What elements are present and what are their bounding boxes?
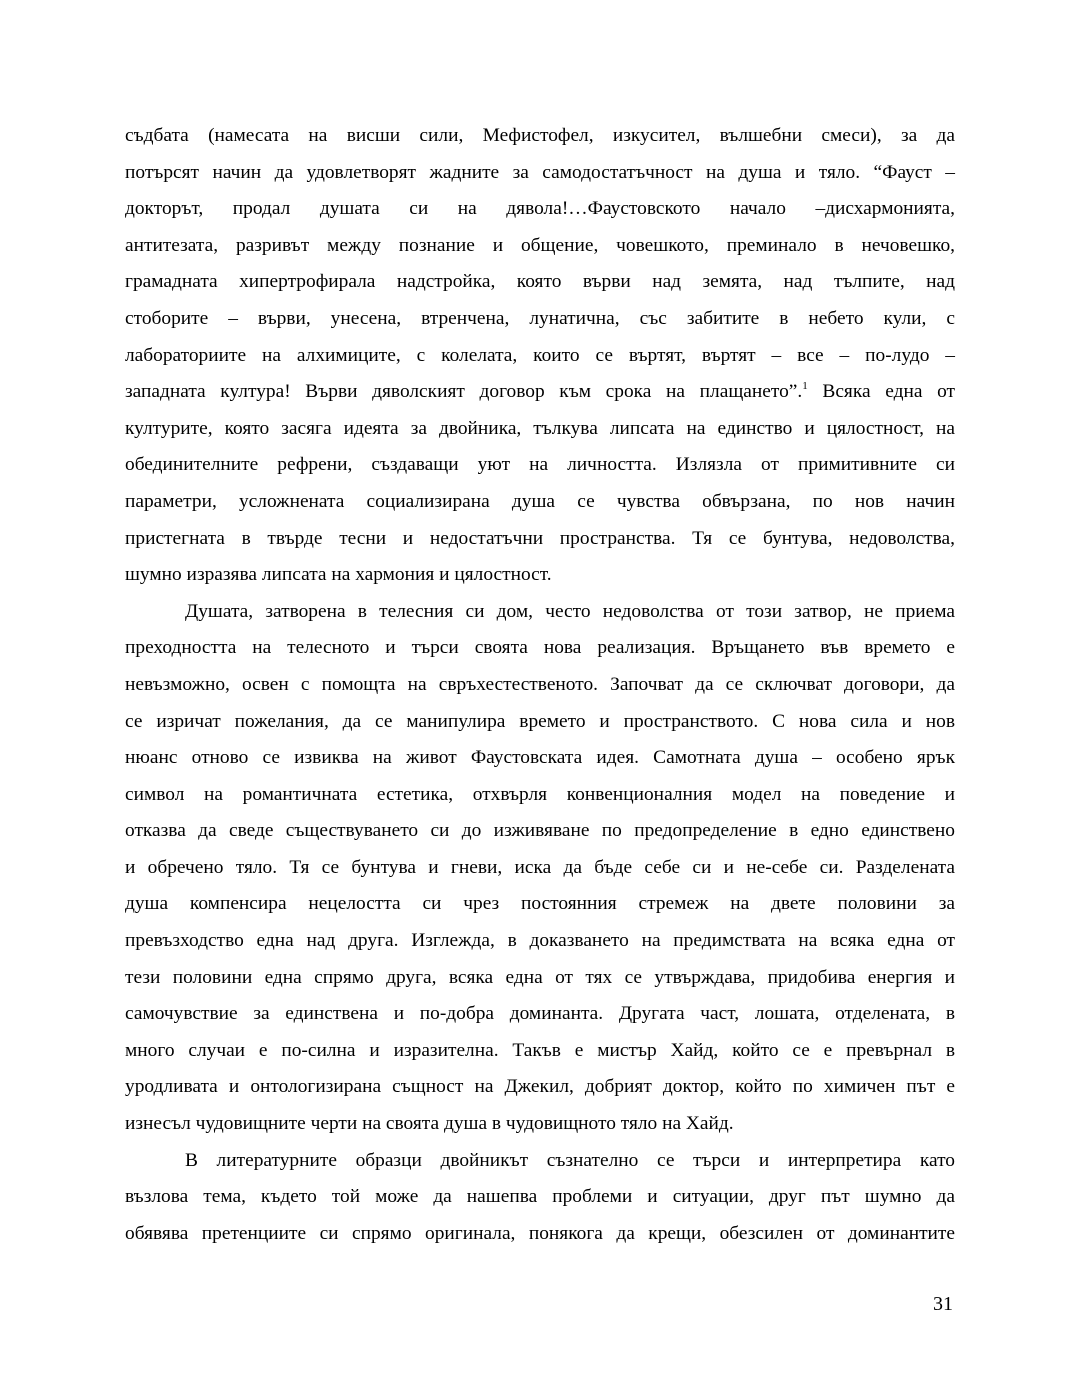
text-line: грамадната хипертрофирала надстройка, която върви над земята, над тълпите, над bbox=[125, 271, 955, 293]
text-line: потърсят начин да удовлетворят жадните за самодостатъчност на душа и тяло. “Фауст – bbox=[125, 161, 955, 183]
text-line: невъзможно, освен с помощта на свръхестественото. Започват да се сключват договори, да bbox=[125, 673, 955, 695]
text-line: възлова тема, където той може да нашепва проблеми и ситуации, друг път шумно да bbox=[125, 1186, 955, 1208]
footnote-reference[interactable]: 1 bbox=[802, 380, 808, 393]
text-line: В литературните образци двойникът съзнателно се търси и интерпретира като bbox=[185, 1149, 955, 1171]
text-segment: Всяка една от bbox=[807, 381, 955, 403]
text-line: уродливата и онтологизирана същност на Джекил, добрият доктор, който по химичен път е bbox=[125, 1076, 955, 1098]
text-line: и обречено тяло. Тя се бунтува и гневи, иска да бъде себе си и не-себе си. Разделената bbox=[125, 856, 955, 878]
text-line: антитезата, разривът между познание и общение, човешкото, преминало в нечовешко, bbox=[125, 234, 955, 256]
text-line: Душата, затворена в телесния си дом, често недоволства от този затвор, не приема bbox=[185, 600, 955, 622]
text-line: се изричат пожелания, да се манипулира времето и пространството. С нова сила и нов bbox=[125, 710, 955, 732]
text-line: докторът, продал душата си на дявола!…Фаустовското начало –дисхармонията, bbox=[125, 198, 955, 220]
text-line: превъзходство една над друга. Изглежда, в доказването на предимствата на всяка една от bbox=[125, 930, 955, 952]
text-line: много случаи е по-силна и изразителна. Такъв е мистър Хайд, който се е превърнал в bbox=[125, 1039, 955, 1061]
text-line: отказва да сведе съществуването си до изживяване по предопределение в едно единствено bbox=[125, 820, 955, 842]
text-line: нюанс отново се извиква на живот Фаустовската идея. Самотната душа – особено ярък bbox=[125, 747, 955, 769]
body-text bbox=[125, 118, 955, 1252]
text-line: изнесъл чудовищните черти на своята душа в чудовищното тяло на Хайд. bbox=[125, 1113, 734, 1135]
text-line: тези половини една спрямо друга, всяка една от тях се утвърждава, придобива енергия и bbox=[125, 966, 955, 988]
text-line: преходността на телесното и търси своята нова реализация. Връщането във времето е bbox=[125, 637, 955, 659]
text-line: самочувствие за единствена и по-добра доминанта. Другата част, лошата, отделената, в bbox=[125, 1003, 955, 1025]
text-line: параметри, усложнената социализирана душа се чувства обвързана, по нов начин bbox=[125, 490, 955, 512]
text-line: душа компенсира нецелостта си чрез постоянния стремеж на двете половини за bbox=[125, 893, 955, 915]
text-line: обявява претенциите си спрямо оригинала, понякога да крещи, обезсилен от доминантите bbox=[125, 1222, 955, 1244]
text-line: пристегната в твърде тесни и недостатъчни пространства. Тя се бунтува, недоволства, bbox=[125, 527, 955, 549]
text-line: обединителните рефрени, създаващи уют на личността. Излязла от примитивните си bbox=[125, 454, 955, 476]
text-line: шумно изразява липсата на хармония и цялостност. bbox=[125, 564, 552, 586]
text-line: символ на романтичната естетика, отхвърля конвенционалния модел на поведение и bbox=[125, 783, 955, 805]
text-line bbox=[125, 374, 955, 411]
text-line: съдбата (намесата на висши сили, Мефистофел, изкусител, вълшебни смеси), за да bbox=[125, 125, 955, 146]
text-segment: западната култура! Върви дяволският договор към срока на плащането”. bbox=[125, 381, 803, 403]
text-line: лабораториите на алхимиците, с колелата, които се въртят, въртят – все – по-лудо – bbox=[125, 344, 955, 366]
text-line: стоборите – върви, унесена, втренчена, лунатична, със забитите в небето кули, с bbox=[125, 307, 955, 329]
page-number: 31 bbox=[933, 1293, 953, 1315]
text-line: културите, която засяга идеята за двойника, тълкува липсата на единство и цялостност, на bbox=[125, 417, 955, 439]
